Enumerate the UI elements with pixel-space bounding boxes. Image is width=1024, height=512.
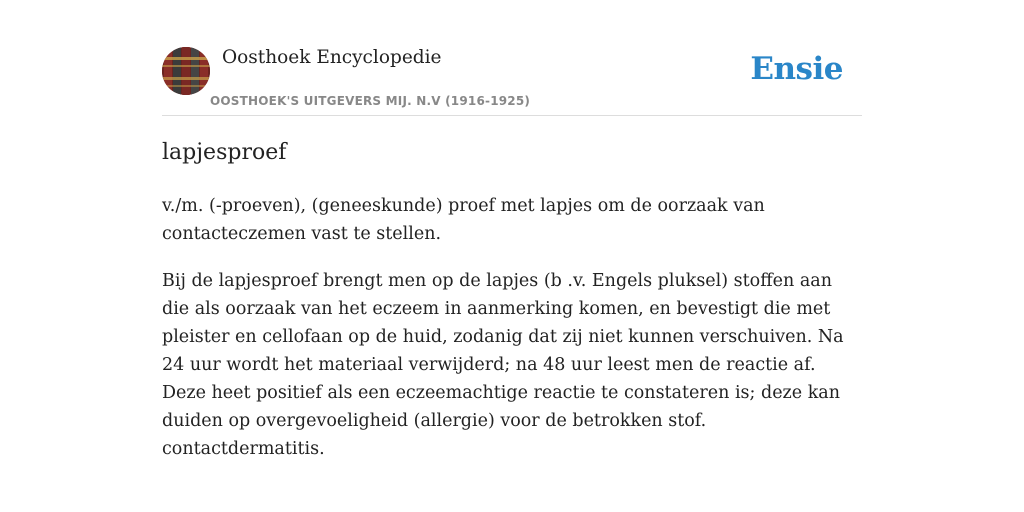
- entry-definition: [162, 192, 862, 482]
- definition-paragraph: v./m. (-proeven), (geneeskunde) proef met lapjes om de oorzaak van contacteczemen vast te stellen.: [162, 196, 765, 244]
- definition-paragraph: Bij de lapjesproef brengt men op de lapjes (b .v. Engels pluksel) stoffen aan die als oorzaak van het eczeem in aanmerking komen, en bevestigt die met pleister en cellofaan op de huid, zodanig dat zij niet kunnen verschuiven. Na 24 uur wordt het materiaal verwijderd; na 48 uur leest men de reactie af. Deze heet positief als een eczeemachtige reactie te constateren is; deze kan duiden op overgevoeligheid (allergie) voor de betrokken stof. contactdermatitis.: [162, 271, 844, 459]
- ensie-logo-link[interactable]: Ensie: [750, 51, 843, 87]
- publisher-label: OOSTHOEK'S UITGEVERS MIJ. N.V (1916-1925): [210, 94, 531, 108]
- book-title-link[interactable]: Oosthoek Encyclopedie: [222, 47, 442, 68]
- encyclopedia-books-icon[interactable]: [162, 47, 210, 95]
- book-header: [162, 45, 862, 116]
- entry-term-title: lapjesproef: [162, 140, 287, 165]
- entry-card: [162, 0, 862, 512]
